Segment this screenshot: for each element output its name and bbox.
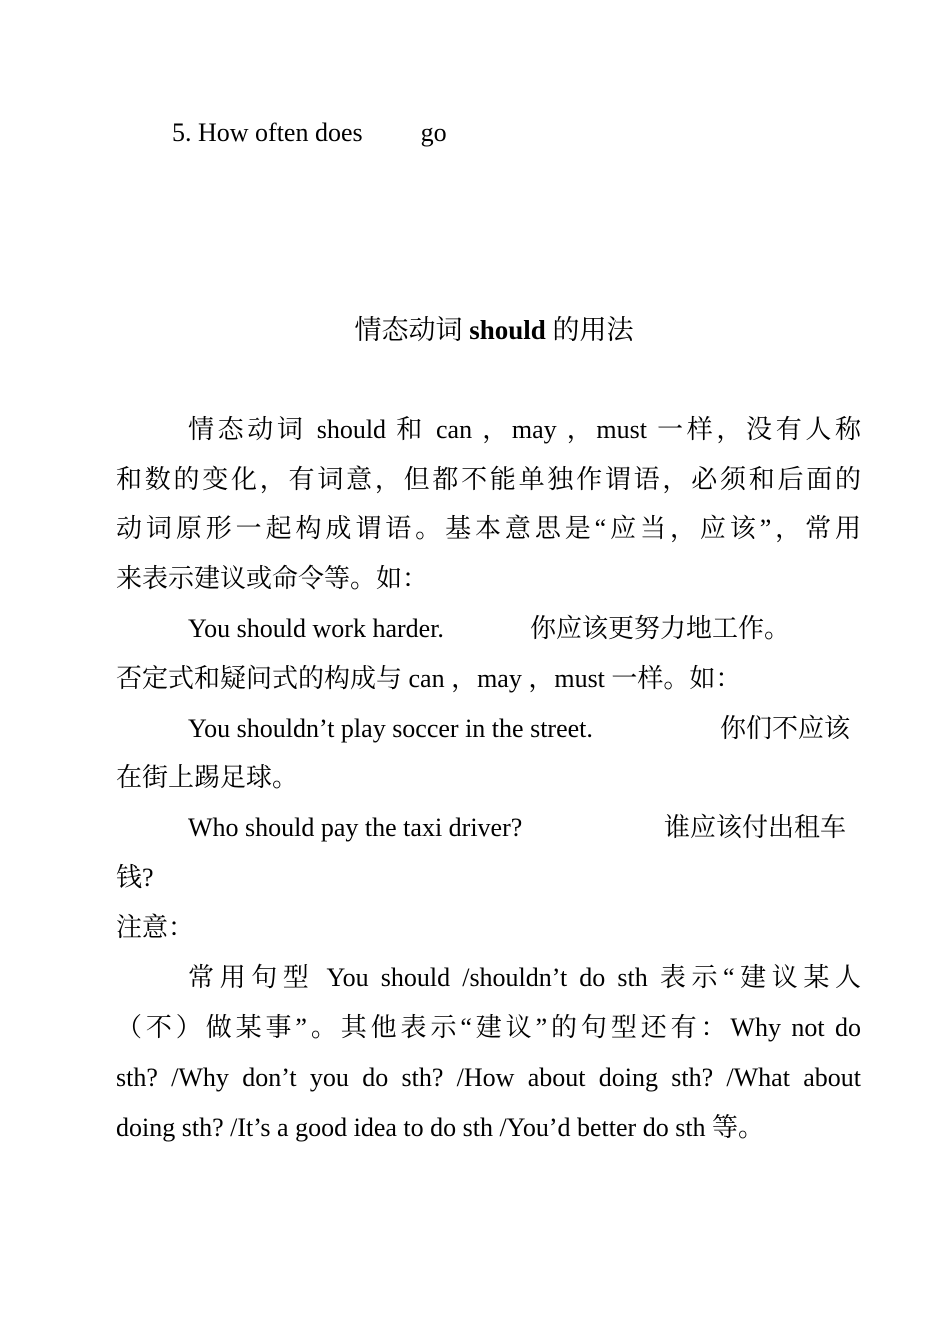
example2-english: You shouldn’t play soccer in the street. bbox=[188, 714, 593, 743]
example1-chinese: 你应该更努力地工作。 bbox=[530, 614, 791, 643]
paragraph-line-3: 动词原形一起构成谓语。基本意思是“应当，应该”，常用 bbox=[116, 514, 861, 543]
paragraph-line-1: 情态动词 should 和 can ，may ，must 一样，没有人称 bbox=[188, 415, 861, 444]
question-line bbox=[172, 116, 447, 150]
note-line-2: （不）做某事”。其他表示“建议”的句型还有：Why not do bbox=[116, 1013, 861, 1042]
note-line-1: 常用句型 You should /shouldn’t do sth 表示“建议某人 bbox=[188, 963, 861, 992]
note-label: 注意： bbox=[116, 913, 195, 942]
note-line-3: sth? /Why don’t you do sth? /How about doing sth? /What about bbox=[116, 1063, 861, 1092]
title-after: 的用法 bbox=[552, 315, 634, 345]
title-before: 情态动词 bbox=[354, 315, 463, 345]
note-line-4: doing sth? /It’s a good idea to do sth /You’d better do sth 等。 bbox=[116, 1113, 765, 1142]
example2-chinese: 你们不应该 bbox=[720, 714, 851, 743]
example1-english: You should work harder. bbox=[188, 614, 444, 643]
example3-chinese-cont: 钱? bbox=[116, 863, 154, 892]
example2-chinese-cont: 在街上踢足球。 bbox=[116, 763, 299, 792]
question-suffix: go bbox=[420, 118, 447, 147]
title-bold: should bbox=[469, 315, 546, 345]
negation-line: 否定式和疑问式的构成与 can ，may ，must 一样。如： bbox=[116, 664, 742, 693]
paragraph-line-4: 来表示建议或命令等。如： bbox=[116, 564, 429, 593]
question-prefix: 5. How often does bbox=[172, 118, 363, 147]
example3-chinese: 谁应该付出租车 bbox=[664, 813, 847, 842]
section-title bbox=[0, 313, 950, 347]
paragraph-line-2: 和数的变化，有词意，但都不能单独作谓语，必须和后面的 bbox=[116, 465, 861, 494]
example3-english: Who should pay the taxi driver? bbox=[188, 813, 523, 842]
